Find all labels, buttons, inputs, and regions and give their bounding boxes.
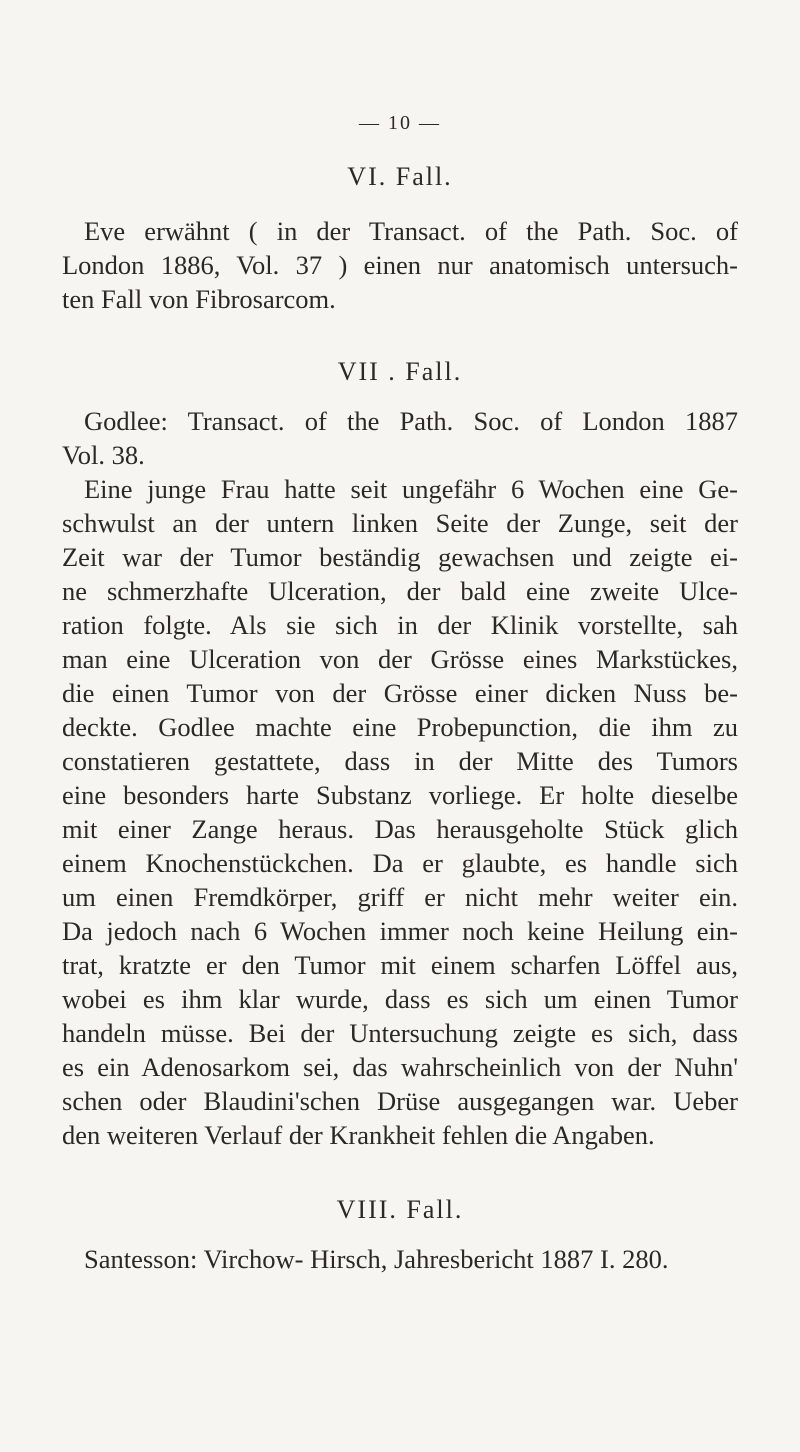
text-line: Godlee: Transact. of the Path. Soc. of London 1887: [84, 406, 738, 436]
text-line: deckte. Godlee machte eine Probepunction, die ihm zu: [62, 712, 738, 742]
text-line: Santesson: Virchow- Hirsch, Jahresbericht 1887 I. 280.: [84, 1244, 669, 1274]
text-line: um einen Fremdkörper, griff er nicht mehr weiter ein.: [62, 882, 738, 912]
text-line: trat, kratzte er den Tumor mit einem scharfen Löffel aus,: [62, 950, 738, 980]
text-line: constatieren gestattete, dass in der Mitte des Tumors: [62, 746, 738, 776]
text-line: handeln müsse. Bei der Untersuchung zeigte es sich, dass: [62, 1018, 738, 1048]
text-line: man eine Ulceration von der Grösse eines Markstückes,: [62, 644, 738, 674]
section-heading-viii: VIII. Fall.: [336, 1195, 464, 1224]
text-line: einem Knochenstückchen. Da er glaubte, es handle sich: [62, 848, 738, 878]
text-line: Vol. 38.: [62, 440, 145, 470]
text-line: wobei es ihm klar wurde, dass es sich um einen Tumor: [62, 984, 738, 1014]
text-line: ten Fall von Fibrosarcom.: [62, 284, 336, 314]
text-line: schen oder Blaudini'schen Drüse ausgegangen war. Ueber: [62, 1086, 738, 1116]
text-line: Da jedoch nach 6 Wochen immer noch keine Heilung ein-: [62, 916, 738, 946]
text-line: eine besonders harte Substanz vorliege. Er holte dieselbe: [62, 780, 738, 810]
text-line: Eine junge Frau hatte seit ungefähr 6 Wochen eine Ge-: [84, 474, 738, 504]
text-line: die einen Tumor von der Grösse einer dicken Nuss be-: [62, 678, 738, 708]
text-line: Eve erwähnt ( in der Transact. of the Path. Soc. of: [84, 216, 738, 246]
section-heading-vii: VII . Fall.: [337, 357, 463, 386]
text-line: schwulst an der untern linken Seite der Zunge, seit der: [62, 508, 738, 538]
text-line: London 1886, Vol. 37 ) einen nur anatomisch untersuch-: [62, 250, 738, 280]
page-number: — 10 —: [359, 112, 441, 134]
section-heading-vi: VI. Fall.: [347, 162, 453, 191]
text-line: den weiteren Verlauf der Krankheit fehlen die Angaben.: [62, 1120, 655, 1150]
text-line: ne schmerzhafte Ulceration, der bald eine zweite Ulce-: [62, 576, 738, 606]
text-line: ration folgte. Als sie sich in der Klinik vorstellte, sah: [62, 610, 738, 640]
text-line: Zeit war der Tumor beständig gewachsen und zeigte ei-: [62, 542, 738, 572]
text-line: es ein Adenosarkom sei, das wahrscheinlich von der Nuhn': [62, 1052, 738, 1082]
text-line: mit einer Zange heraus. Das herausgeholte Stück glich: [62, 814, 738, 844]
